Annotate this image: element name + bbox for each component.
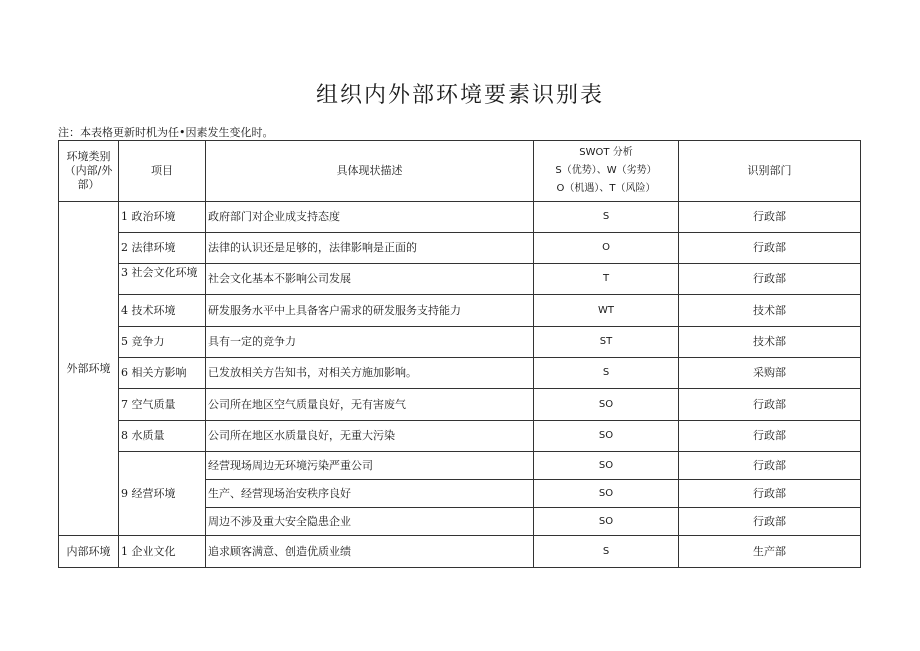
table-row xyxy=(59,264,861,295)
row-desc: 法律的认识还是足够的，法律影响是正面的 xyxy=(206,233,534,264)
row-dept: 生产部 xyxy=(679,536,861,568)
row-dept: 行政部 xyxy=(679,508,861,536)
row-desc: 社会文化基本不影响公司发展 xyxy=(206,264,534,295)
header-dept: 识别部门 xyxy=(679,141,861,202)
table-row xyxy=(59,295,861,327)
row-desc: 政府部门对企业成支持态度 xyxy=(206,202,534,233)
row-dept: 技术部 xyxy=(679,327,861,358)
row-swot: SO xyxy=(534,452,679,480)
row-desc: 周边不涉及重大安全隐患企业 xyxy=(206,508,534,536)
row-swot: SO xyxy=(534,508,679,536)
header-row xyxy=(59,141,861,202)
header-item: 项目 xyxy=(119,141,206,202)
row-desc: 公司所在地区空气质量良好，无有害废气 xyxy=(206,389,534,421)
internal-category: 内部环境 xyxy=(59,536,119,568)
table-row xyxy=(59,421,861,452)
row-dept: 行政部 xyxy=(679,421,861,452)
external-category: 外部环境 xyxy=(59,202,119,536)
row-desc: 追求顾客满意、创造优质业绩 xyxy=(206,536,534,568)
row-swot: SO xyxy=(534,421,679,452)
row-item: 3 社会文化环境 xyxy=(119,264,206,295)
header-swot: SWOT 分析 S（优势）、W（劣势） O（机遇）、T（风险） xyxy=(534,141,679,202)
header-category: 环境类别 （内部/外 部） xyxy=(59,141,119,202)
table-row xyxy=(59,202,861,233)
row-desc: 公司所在地区水质量良好，无重大污染 xyxy=(206,421,534,452)
row-dept: 技术部 xyxy=(679,295,861,327)
table-row xyxy=(59,389,861,421)
row-swot: SO xyxy=(534,480,679,508)
row-item-business: 9 经营环境 xyxy=(119,452,206,536)
row-item: 8 水质量 xyxy=(119,421,206,452)
row-swot: ST xyxy=(534,327,679,358)
row-dept: 行政部 xyxy=(679,202,861,233)
row-item: 1 政治环境 xyxy=(119,202,206,233)
row-desc: 已发放相关方告知书，对相关方施加影响。 xyxy=(206,358,534,389)
row-swot: SO xyxy=(534,389,679,421)
table-row xyxy=(59,358,861,389)
row-swot: S xyxy=(534,358,679,389)
row-item: 1 企业文化 xyxy=(119,536,206,568)
row-item: 2 法律环境 xyxy=(119,233,206,264)
row-swot: O xyxy=(534,233,679,264)
row-dept: 采购部 xyxy=(679,358,861,389)
row-desc: 生产、经营现场治安秩序良好 xyxy=(206,480,534,508)
row-item: 7 空气质量 xyxy=(119,389,206,421)
table-row xyxy=(59,233,861,264)
row-swot: S xyxy=(534,202,679,233)
environment-factors-table xyxy=(58,140,861,568)
row-dept: 行政部 xyxy=(679,389,861,421)
row-dept: 行政部 xyxy=(679,264,861,295)
table-row xyxy=(59,452,861,480)
page-title: 组织内外部环境要素识别表 xyxy=(315,83,604,108)
row-desc: 具有一定的竞争力 xyxy=(206,327,534,358)
row-desc: 研发服务水平中上具备客户需求的研发服务支持能力 xyxy=(206,295,534,327)
row-item: 5 竞争力 xyxy=(119,327,206,358)
row-dept: 行政部 xyxy=(679,233,861,264)
header-description: 具体现状描述 xyxy=(206,141,534,202)
table-row xyxy=(59,536,861,568)
row-dept: 行政部 xyxy=(679,452,861,480)
row-item: 6 相关方影响 xyxy=(119,358,206,389)
row-swot: S xyxy=(534,536,679,568)
table-row xyxy=(59,327,861,358)
row-desc: 经营现场周边无环境污染严重公司 xyxy=(206,452,534,480)
row-dept: 行政部 xyxy=(679,480,861,508)
row-swot: T xyxy=(534,264,679,295)
update-note: 注：本表格更新时机为任•因素发生变化时。 xyxy=(58,126,274,139)
row-item: 4 技术环境 xyxy=(119,295,206,327)
row-swot: WT xyxy=(534,295,679,327)
